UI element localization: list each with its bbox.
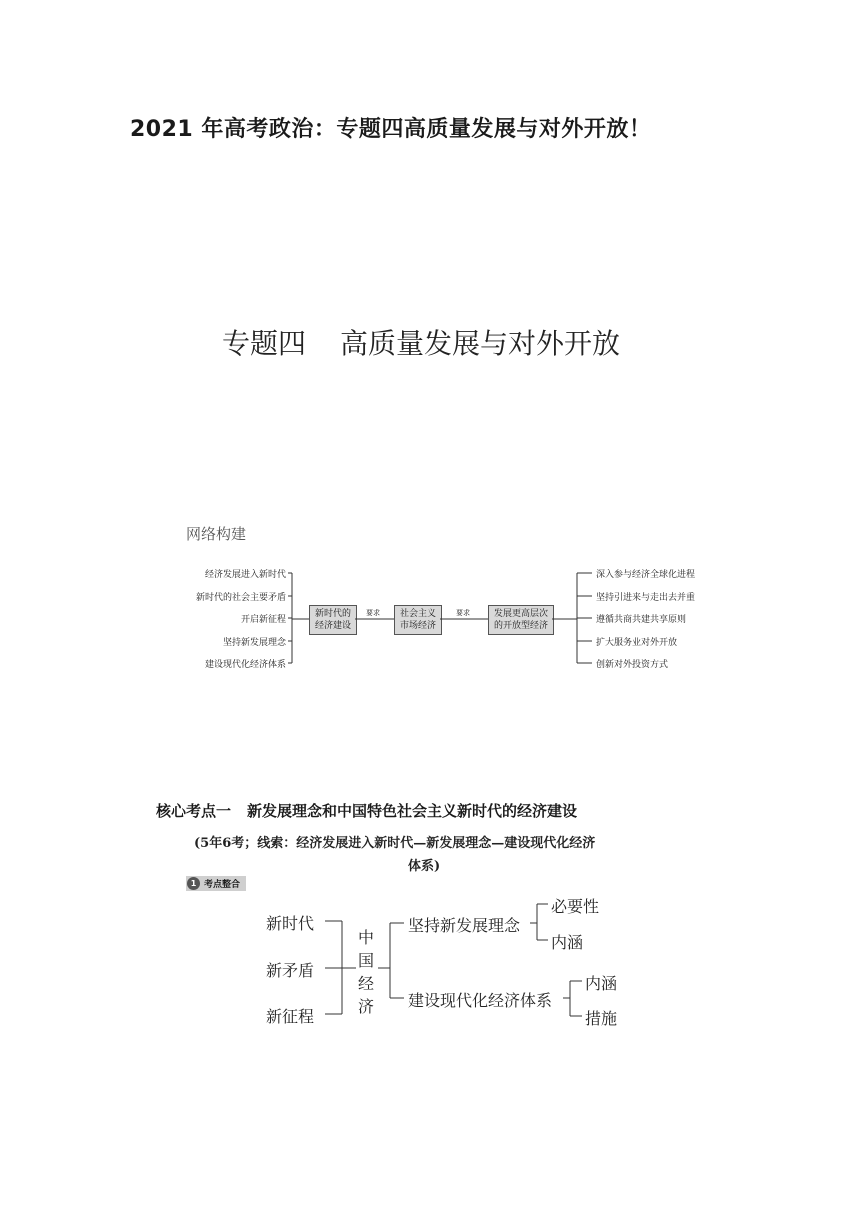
tree-center-char: 中	[358, 928, 375, 947]
right-item: 遵循共商共建共享原则	[596, 615, 687, 625]
tree-left-item: 新时代	[266, 914, 315, 933]
left-item: 经济发展进入新时代	[204, 570, 286, 580]
section-number: 核心考点一	[156, 802, 232, 820]
tree-leaf: 内涵	[551, 933, 584, 952]
tree-left-item: 新矛盾	[266, 961, 315, 980]
requirement-label: 要求	[366, 609, 380, 617]
tree-center-char: 国	[358, 951, 375, 970]
clue-line: (5年6考；线索：经济发展进入新时代—新发展理念—建设现代化经济	[194, 836, 596, 851]
right-item: 坚持引进来与走出去并重	[596, 593, 696, 603]
tree-leaf: 内涵	[585, 974, 618, 993]
badge-label: 考点整合	[204, 880, 241, 890]
key-point-badge	[186, 876, 246, 891]
right-item: 扩大服务业对外开放	[596, 638, 678, 648]
document-title: 2021 年高考政治：专题四高质量发展与对外开放！	[130, 117, 652, 142]
left-item: 开启新征程	[240, 615, 286, 625]
tree-leaf: 措施	[585, 1009, 618, 1028]
requirement-label: 要求	[456, 609, 470, 617]
network-heading: 网络构建	[186, 525, 247, 543]
tree-branch: 建设现代化经济体系	[408, 991, 553, 1010]
tree-left-item: 新征程	[266, 1007, 315, 1026]
topic-name: 高质量发展与对外开放	[340, 327, 621, 360]
box-market-economy: 社会主义 市场经济	[394, 605, 442, 635]
left-item: 建设现代化经济体系	[204, 660, 286, 670]
clue-line: 体系)	[408, 859, 441, 874]
section-title: 新发展理念和中国特色社会主义新时代的经济建设	[247, 802, 578, 820]
right-item: 创新对外投资方式	[596, 660, 669, 670]
tree-leaf: 必要性	[551, 897, 600, 916]
tree-center-char: 济	[358, 997, 375, 1016]
box-open-economy: 发展更高层次 的开放型经济	[488, 605, 554, 635]
tree-branch: 坚持新发展理念	[408, 916, 521, 935]
badge-number: 1	[187, 877, 200, 890]
section-heading	[156, 800, 577, 821]
tree-center-char: 经	[358, 974, 375, 993]
right-item: 深入参与经济全球化进程	[596, 570, 696, 580]
box-economic-construction: 新时代的 经济建设	[309, 605, 357, 635]
topic-number: 专题四	[222, 327, 307, 360]
left-item: 新时代的社会主要矛盾	[195, 593, 286, 603]
left-item: 坚持新发展理念	[222, 638, 286, 648]
